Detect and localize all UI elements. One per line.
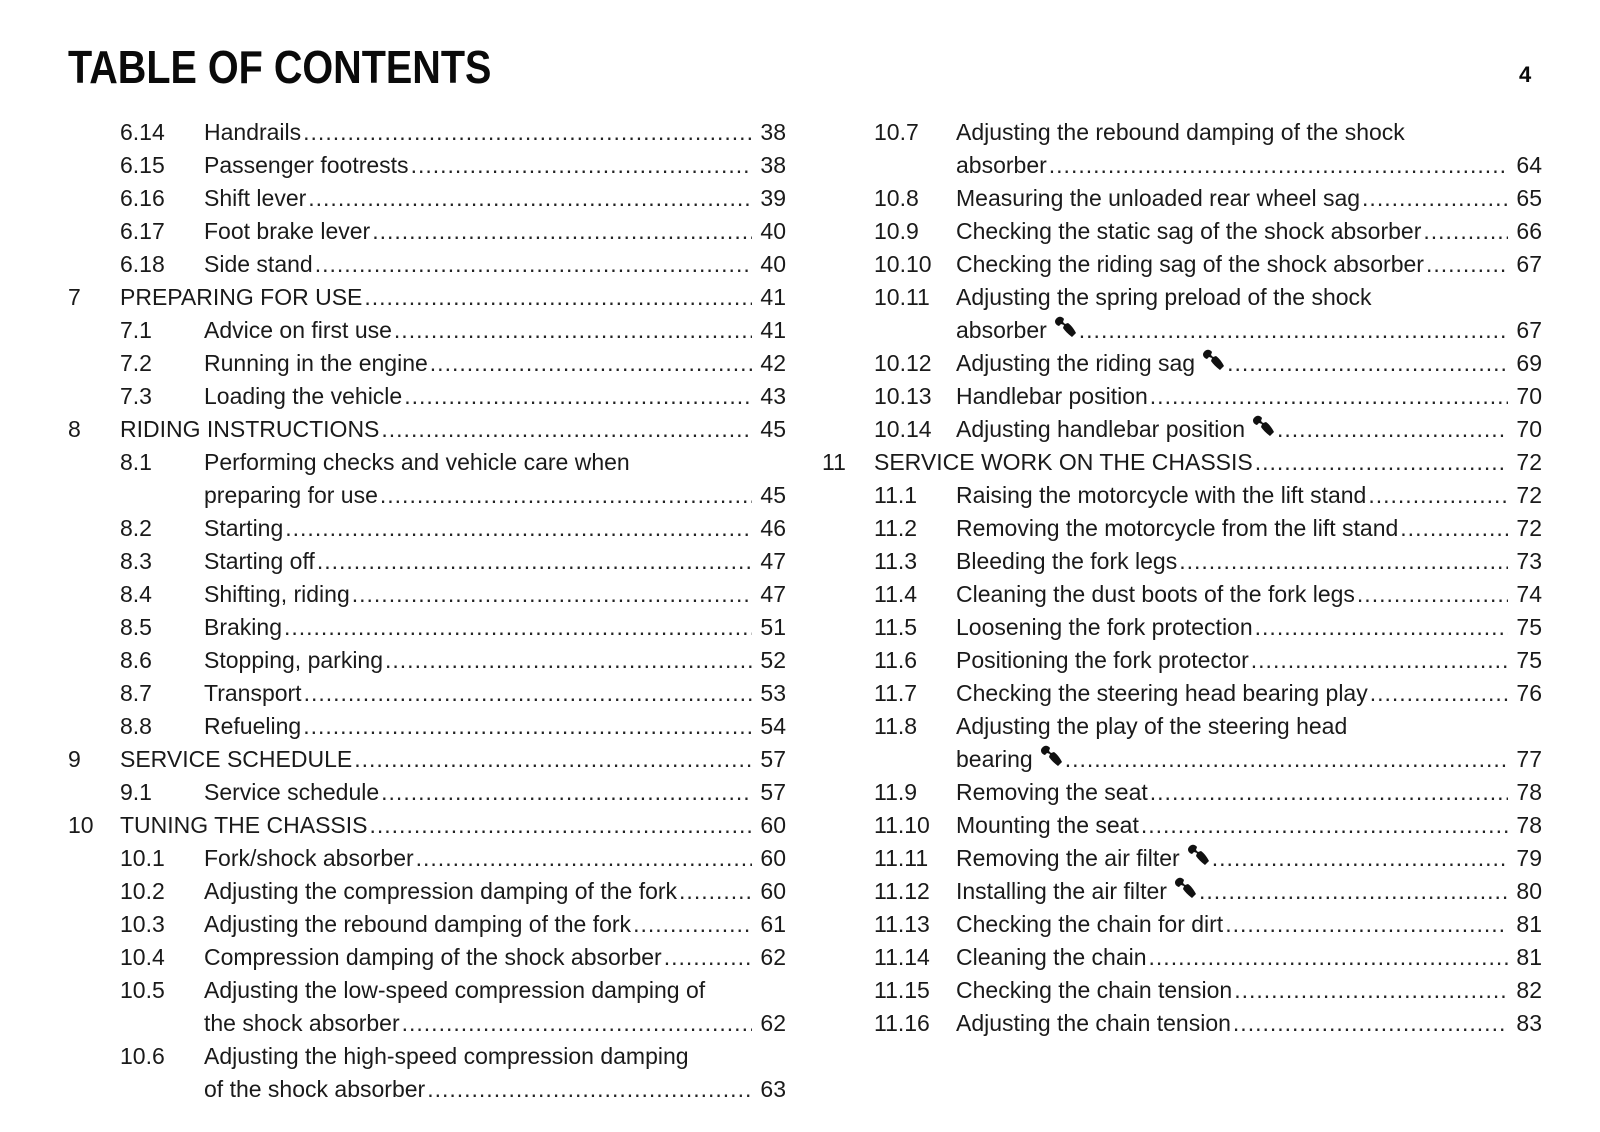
page-ref[interactable]: 41 [760, 284, 786, 310]
page-ref[interactable]: 42 [760, 350, 786, 376]
entry-number: 7.1 [120, 317, 152, 343]
page-ref[interactable]: 40 [760, 218, 786, 244]
entry-title: Loading the vehicle [204, 383, 403, 409]
wrench-icon [1251, 413, 1275, 435]
entry-title: Fork/shock absorber [204, 845, 414, 871]
entry-title: Adjusting handlebar position [956, 416, 1245, 442]
dot-leader [427, 1073, 752, 1106]
wrench-icon [1201, 347, 1225, 369]
entry-title: Refueling [204, 713, 302, 739]
dot-leader [284, 611, 752, 644]
dot-leader [308, 182, 752, 215]
entry-number: 11.8 [874, 713, 918, 739]
entry-title: the shock absorber [204, 1010, 400, 1036]
page-ref[interactable]: 69 [1516, 350, 1542, 376]
dot-leader [1255, 446, 1508, 479]
toc-chapter[interactable] [68, 281, 786, 314]
entry-title: Passenger footrests [204, 152, 409, 178]
entry-number: 8.4 [120, 581, 152, 607]
entry-number: 10.4 [120, 944, 165, 970]
entry-number: 6.14 [120, 119, 165, 145]
page-ref[interactable]: 72 [1516, 515, 1542, 541]
entry-title: Installing the air filter [956, 878, 1167, 904]
entry-number: 9.1 [120, 779, 152, 805]
entry-title: Performing checks and vehicle care when [204, 449, 630, 475]
page-ref[interactable]: 78 [1516, 812, 1542, 838]
dot-leader [1212, 842, 1508, 875]
entry-title: of the shock absorber [204, 1076, 426, 1102]
entry-title: Foot brake lever [204, 218, 371, 244]
entry-title: Cleaning the chain [956, 944, 1147, 970]
dot-leader [416, 842, 752, 875]
entry-number: 10.12 [874, 350, 932, 376]
entry-title: Adjusting the high-speed compression damping [204, 1043, 689, 1069]
toc-entry[interactable] [68, 182, 786, 215]
page-ref[interactable]: 60 [760, 878, 786, 904]
page-title: TABLE OF CONTENTS [68, 41, 492, 93]
toc-entry[interactable] [68, 677, 786, 710]
entry-number: 8.3 [120, 548, 152, 574]
entry-number: 10.11 [874, 284, 930, 310]
dot-leader [381, 776, 752, 809]
toc-entry[interactable] [68, 116, 786, 149]
entry-number: 11.10 [874, 812, 930, 838]
page-ref[interactable]: 45 [760, 416, 786, 442]
entry-title: Checking the steering head bearing play [956, 680, 1368, 706]
toc-entry[interactable] [68, 578, 786, 611]
page-ref[interactable]: 79 [1516, 845, 1542, 871]
entry-title: Transport [204, 680, 302, 706]
page-ref[interactable]: 46 [760, 515, 786, 541]
entry-number: 8.8 [120, 713, 152, 739]
entry-title: Adjusting the low-speed compression damping of [204, 977, 706, 1003]
entry-title: Loosening the fork protection [956, 614, 1253, 640]
entry-title: Starting off [204, 548, 315, 574]
entry-title: Shift lever [204, 185, 307, 211]
dot-leader [1149, 941, 1508, 974]
entry-number: 9 [68, 746, 81, 772]
entry-title: Checking the riding sag of the shock absorber [956, 251, 1424, 277]
toc-entry[interactable] [68, 347, 786, 380]
page-ref[interactable]: 67 [1516, 251, 1542, 277]
toc-entry[interactable] [68, 545, 786, 578]
page-ref[interactable]: 47 [760, 548, 786, 574]
page-ref[interactable]: 43 [760, 383, 786, 409]
entry-number: 11.11 [874, 845, 929, 871]
page-ref[interactable]: 70 [1516, 383, 1542, 409]
page-ref[interactable]: 60 [760, 845, 786, 871]
entry-number: 10.9 [874, 218, 919, 244]
entry-number: 10.6 [120, 1043, 165, 1069]
entry-title: absorber [956, 317, 1047, 343]
toc-entry[interactable] [68, 314, 786, 347]
dot-leader [285, 512, 752, 545]
entry-title: Checking the chain tension [956, 977, 1233, 1003]
toc-entry[interactable] [822, 842, 1542, 875]
entry-number: 8.7 [120, 680, 152, 706]
wrench-icon [1039, 743, 1063, 765]
entry-number: 6.17 [120, 218, 165, 244]
toc-chapter[interactable] [68, 743, 786, 776]
page-ref[interactable]: 72 [1516, 482, 1542, 508]
entry-number: 10.3 [120, 911, 165, 937]
entry-title: Adjusting the compression damping of the fork [204, 878, 678, 904]
entry-title: Side stand [204, 251, 313, 277]
page-ref[interactable]: 62 [760, 944, 786, 970]
entry-number: 10.10 [874, 251, 932, 277]
entry-title: SERVICE WORK ON THE CHASSIS [874, 449, 1253, 475]
toc-entry[interactable] [68, 875, 786, 908]
entry-number: 11.9 [874, 779, 918, 805]
dot-leader [633, 908, 752, 941]
entry-number: 6.18 [120, 251, 165, 277]
dot-leader [664, 941, 752, 974]
page-ref[interactable]: 81 [1516, 944, 1542, 970]
entry-number: 10.8 [874, 185, 919, 211]
dot-leader [1141, 809, 1508, 842]
entry-title: Advice on first use [204, 317, 392, 343]
dot-leader [1400, 512, 1508, 545]
toc-entry[interactable] [68, 611, 786, 644]
entry-number: 11.6 [874, 647, 918, 673]
toc-entry[interactable] [822, 248, 1542, 281]
dot-leader [1199, 875, 1508, 908]
entry-number: 11.14 [874, 944, 930, 970]
dot-leader [1234, 974, 1508, 1007]
entry-number: 11.16 [874, 1010, 930, 1036]
entry-number: 10.13 [874, 383, 932, 409]
dot-leader [679, 875, 752, 908]
page-ref[interactable]: 57 [760, 779, 786, 805]
toc-entry[interactable] [822, 908, 1542, 941]
entry-number: 10.7 [874, 119, 919, 145]
page-ref[interactable]: 57 [760, 746, 786, 772]
entry-title: Adjusting the play of the steering head [956, 713, 1348, 739]
entry-number: 11.13 [874, 911, 930, 937]
dot-leader [430, 347, 752, 380]
page-ref[interactable]: 54 [760, 713, 786, 739]
entry-title: bearing [956, 746, 1033, 772]
dot-leader [303, 116, 752, 149]
page-ref[interactable]: 40 [760, 251, 786, 277]
dot-leader [370, 809, 753, 842]
dot-leader [364, 281, 752, 314]
dot-leader [1233, 1007, 1508, 1040]
entry-number: 11.15 [874, 977, 930, 1003]
page-ref[interactable]: 53 [760, 680, 786, 706]
toc-entry[interactable] [822, 776, 1542, 809]
entry-number: 10.14 [874, 416, 932, 442]
dot-leader [1179, 545, 1508, 578]
dot-leader [1357, 578, 1508, 611]
entry-title: Adjusting the rebound damping of the fork [204, 911, 632, 937]
dot-leader [315, 248, 752, 281]
page-ref[interactable]: 41 [760, 317, 786, 343]
page-ref[interactable]: 60 [760, 812, 786, 838]
toc-entry[interactable] [822, 347, 1542, 380]
dot-leader [1251, 644, 1508, 677]
page-ref[interactable]: 81 [1516, 911, 1542, 937]
page-ref[interactable]: 67 [1516, 317, 1542, 343]
entry-title: Adjusting the riding sag [956, 350, 1196, 376]
wrench-icon [1173, 875, 1197, 897]
entry-title: Compression damping of the shock absorber [204, 944, 662, 970]
page-ref[interactable]: 82 [1516, 977, 1542, 1003]
toc-entry[interactable] [822, 875, 1542, 908]
toc-entry[interactable] [68, 149, 786, 182]
entry-title: Positioning the fork protector [956, 647, 1249, 673]
entry-number: 7.2 [120, 350, 152, 376]
toc-entry[interactable] [68, 1040, 786, 1106]
entry-number: 11.3 [874, 548, 918, 574]
toc-left-column [68, 116, 786, 1106]
dot-leader [381, 413, 752, 446]
dot-leader [1368, 479, 1508, 512]
wrench-icon [1186, 842, 1210, 864]
entry-title: Running in the engine [204, 350, 428, 376]
toc-entry[interactable] [68, 446, 786, 512]
toc-entry[interactable] [68, 974, 786, 1040]
dot-leader [352, 578, 752, 611]
toc-chapter[interactable] [68, 413, 786, 446]
toc-entry[interactable] [68, 512, 786, 545]
page-ref[interactable]: 51 [760, 614, 786, 640]
toc-entry[interactable] [822, 578, 1542, 611]
entry-title: Measuring the unloaded rear wheel sag [956, 185, 1361, 211]
entry-title: Raising the motorcycle with the lift stand [956, 482, 1367, 508]
page-ref[interactable]: 52 [760, 647, 786, 673]
page-ref[interactable]: 76 [1516, 680, 1542, 706]
toc-entry[interactable] [822, 644, 1542, 677]
dot-leader [304, 677, 752, 710]
toc-entry[interactable] [822, 281, 1542, 347]
entry-title: TUNING THE CHASSIS [120, 812, 368, 838]
entry-number: 10.5 [120, 977, 165, 1003]
dot-leader [1227, 347, 1508, 380]
dot-leader [411, 149, 752, 182]
dot-leader [1049, 149, 1508, 182]
toc-entry[interactable] [68, 215, 786, 248]
dot-leader [1065, 743, 1508, 776]
toc-entry[interactable] [822, 611, 1542, 644]
toc-entry[interactable] [68, 941, 786, 974]
toc-entry[interactable] [822, 941, 1542, 974]
dot-leader [402, 1007, 752, 1040]
toc-entry[interactable] [822, 116, 1542, 182]
entry-title: PREPARING FOR USE [120, 284, 363, 310]
page-ref[interactable]: 77 [1516, 746, 1542, 772]
toc-entry[interactable] [68, 710, 786, 743]
entry-title: Adjusting the spring preload of the shock [956, 284, 1372, 310]
dot-leader [1423, 215, 1508, 248]
entry-title: Starting [204, 515, 284, 541]
entry-title: absorber [956, 152, 1047, 178]
dot-leader [394, 314, 752, 347]
toc-entry[interactable] [68, 380, 786, 413]
dot-leader [1079, 314, 1508, 347]
wrench-icon [1053, 314, 1077, 336]
entry-number: 8.2 [120, 515, 152, 541]
toc-entry[interactable] [822, 380, 1542, 413]
entry-number: 11.7 [874, 680, 918, 706]
entry-title: Checking the chain for dirt [956, 911, 1224, 937]
page-ref[interactable]: 64 [1516, 152, 1542, 178]
entry-number: 11.1 [874, 482, 918, 508]
entry-number: 7.3 [120, 383, 152, 409]
page-ref[interactable]: 47 [760, 581, 786, 607]
entry-title: Adjusting the chain tension [956, 1010, 1231, 1036]
entry-title: Stopping, parking [204, 647, 384, 673]
toc-entry[interactable] [68, 644, 786, 677]
entry-number: 8 [68, 416, 81, 442]
entry-number: 11.4 [874, 581, 918, 607]
page-ref[interactable]: 70 [1516, 416, 1542, 442]
toc-chapter[interactable] [68, 809, 786, 842]
toc-entry[interactable] [822, 710, 1542, 776]
entry-title: Handlebar position [956, 383, 1148, 409]
page-ref[interactable]: 73 [1516, 548, 1542, 574]
entry-number: 11.12 [874, 878, 930, 904]
entry-title: Service schedule [204, 779, 380, 805]
page-ref[interactable]: 38 [760, 119, 786, 145]
toc-entry[interactable] [68, 842, 786, 875]
dot-leader [385, 644, 752, 677]
toc-right-column [822, 116, 1542, 1040]
toc-entry[interactable] [822, 974, 1542, 1007]
dot-leader [1225, 908, 1508, 941]
entry-title: Checking the static sag of the shock absorber [956, 218, 1422, 244]
toc-entry[interactable] [822, 413, 1542, 446]
page-ref[interactable]: 38 [760, 152, 786, 178]
entry-title: Adjusting the rebound damping of the shock [956, 119, 1405, 145]
entry-number: 8.5 [120, 614, 152, 640]
entry-number: 7 [68, 284, 81, 310]
toc-entry[interactable] [822, 215, 1542, 248]
toc-entry[interactable] [68, 776, 786, 809]
toc-entry[interactable] [822, 809, 1542, 842]
entry-title: Removing the seat [956, 779, 1148, 805]
page-ref[interactable]: 63 [760, 1076, 786, 1102]
entry-number: 11.2 [874, 515, 918, 541]
toc-entry[interactable] [68, 908, 786, 941]
dot-leader [303, 710, 752, 743]
entry-title: Cleaning the dust boots of the fork legs [956, 581, 1355, 607]
entry-title: Shifting, riding [204, 581, 350, 607]
entry-number: 8.6 [120, 647, 152, 673]
page-ref[interactable]: 78 [1516, 779, 1542, 805]
page-ref[interactable]: 45 [760, 482, 786, 508]
toc-entry[interactable] [822, 545, 1542, 578]
page-number: 4 [1519, 62, 1532, 87]
toc-entry[interactable] [822, 479, 1542, 512]
entry-title: Bleeding the fork legs [956, 548, 1178, 574]
page-ref[interactable]: 74 [1516, 581, 1542, 607]
dot-leader [1277, 413, 1508, 446]
entry-number: 10 [68, 812, 94, 838]
entry-title: Removing the motorcycle from the lift stand [956, 515, 1399, 541]
dot-leader [317, 545, 752, 578]
entry-title: SERVICE SCHEDULE [120, 746, 353, 772]
toc-entry[interactable] [822, 512, 1542, 545]
entry-number: 6.16 [120, 185, 165, 211]
entry-title: RIDING INSTRUCTIONS [120, 416, 380, 442]
page-ref[interactable]: 80 [1516, 878, 1542, 904]
toc-entry[interactable] [822, 677, 1542, 710]
page-ref[interactable]: 65 [1516, 185, 1542, 211]
dot-leader [1150, 380, 1508, 413]
entry-number: 11.5 [874, 614, 918, 640]
dot-leader [1370, 677, 1508, 710]
page-ref[interactable]: 39 [760, 185, 786, 211]
entry-title: Braking [204, 614, 282, 640]
dot-leader [1255, 611, 1508, 644]
toc-entry[interactable] [68, 248, 786, 281]
page-ref[interactable]: 61 [760, 911, 786, 937]
entry-title: Mounting the seat [956, 812, 1139, 838]
dot-leader [1150, 776, 1508, 809]
toc-chapter[interactable] [822, 446, 1542, 479]
dot-leader [354, 743, 752, 776]
toc-entry[interactable] [822, 182, 1542, 215]
page-ref[interactable]: 83 [1516, 1010, 1542, 1036]
dot-leader [404, 380, 752, 413]
page-ref[interactable]: 75 [1516, 614, 1542, 640]
page-ref[interactable]: 75 [1516, 647, 1542, 673]
page-ref[interactable]: 72 [1516, 449, 1542, 475]
dot-leader [372, 215, 752, 248]
dot-leader [1362, 182, 1508, 215]
entry-number: 6.15 [120, 152, 165, 178]
entry-number: 8.1 [120, 449, 152, 475]
page-ref[interactable]: 62 [760, 1010, 786, 1036]
entry-number: 10.2 [120, 878, 165, 904]
page-ref[interactable]: 66 [1516, 218, 1542, 244]
entry-number: 11 [822, 449, 846, 475]
toc-entry[interactable] [822, 1007, 1542, 1040]
entry-title: Removing the air filter [956, 845, 1180, 871]
dot-leader [380, 479, 752, 512]
dot-leader [1426, 248, 1508, 281]
entry-title: Handrails [204, 119, 302, 145]
entry-number: 10.1 [120, 845, 165, 871]
entry-title: preparing for use [204, 482, 378, 508]
